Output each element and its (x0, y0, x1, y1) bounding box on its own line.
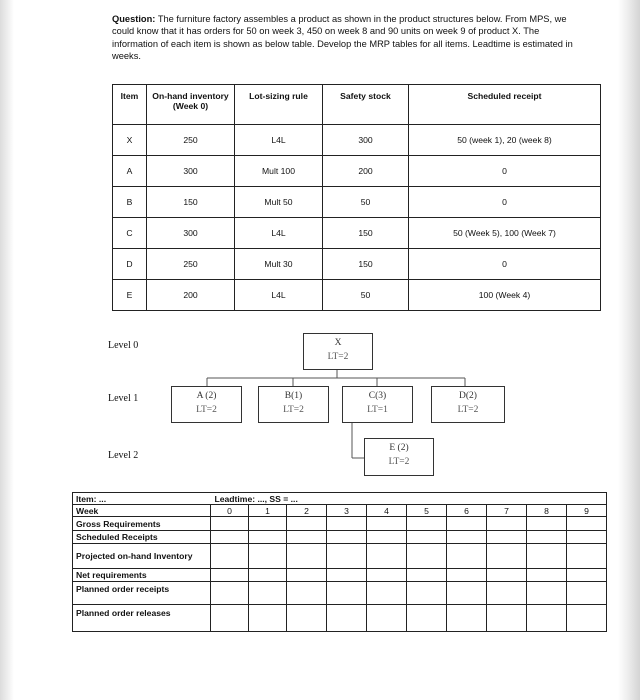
mrp-cell (527, 569, 567, 582)
header-item: Item (113, 85, 147, 125)
mrp-cell (367, 569, 407, 582)
mrp-cell (367, 531, 407, 544)
mrp-cell (367, 582, 407, 605)
level-2-label: Level 2 (108, 450, 139, 461)
mrp-cell (249, 569, 287, 582)
mrp-cell (211, 544, 249, 569)
cell-onhand: 150 (147, 187, 235, 218)
mrp-cell (287, 569, 327, 582)
cell-item: E (113, 280, 147, 311)
cell-receipt: 0 (409, 156, 601, 187)
info-row (113, 280, 601, 311)
mrp-cell (327, 531, 367, 544)
mrp-cell (487, 517, 527, 531)
page-shadow-left (0, 0, 14, 700)
mrp-week-number: 7 (487, 505, 527, 517)
cell-ss: 200 (323, 156, 409, 187)
mrp-row-label: Scheduled Receipts (73, 531, 211, 544)
mrp-cell (249, 517, 287, 531)
mrp-row-planned-releases (73, 605, 607, 632)
cell-lot: Mult 50 (235, 187, 323, 218)
mrp-cell (447, 517, 487, 531)
node-c (342, 386, 413, 423)
node-c-leadtime: LT=1 (367, 405, 388, 415)
node-a-leadtime: LT=2 (196, 405, 217, 415)
mrp-week-number: 2 (287, 505, 327, 517)
mrp-week-number: 6 (447, 505, 487, 517)
cell-ss: 150 (323, 249, 409, 280)
mrp-cell (487, 582, 527, 605)
mrp-cell (407, 582, 447, 605)
mrp-cell (407, 605, 447, 632)
mrp-cell (567, 582, 607, 605)
mrp-cell (249, 582, 287, 605)
mrp-row-label: Planned order receipts (73, 582, 211, 605)
mrp-cell (211, 517, 249, 531)
cell-lot: L4L (235, 125, 323, 156)
node-b (258, 386, 329, 423)
mrp-row-projected (73, 544, 607, 569)
cell-receipt: 0 (409, 187, 601, 218)
info-row (113, 218, 601, 249)
mrp-cell (447, 544, 487, 569)
mrp-week-label: Week (73, 505, 211, 517)
cell-receipt: 50 (week 1), 20 (week 8) (409, 125, 601, 156)
mrp-cell (249, 531, 287, 544)
mrp-cell (527, 605, 567, 632)
cell-item: X (113, 125, 147, 156)
mrp-cell (447, 582, 487, 605)
cell-receipt: 50 (Week 5), 100 (Week 7) (409, 218, 601, 249)
info-header-row (113, 85, 601, 125)
mrp-leadtime-label: Leadtime: ..., SS = ... (211, 493, 327, 505)
mrp-cell (287, 582, 327, 605)
mrp-cell (527, 517, 567, 531)
cell-ss: 50 (323, 187, 409, 218)
mrp-cell (367, 544, 407, 569)
mrp-week-number: 8 (527, 505, 567, 517)
cell-lot: L4L (235, 280, 323, 311)
mrp-cell (527, 544, 567, 569)
mrp-cell (487, 569, 527, 582)
cell-ss: 150 (323, 218, 409, 249)
mrp-cell (447, 569, 487, 582)
mrp-cell (211, 605, 249, 632)
mrp-cell (211, 531, 249, 544)
mrp-week-number: 9 (567, 505, 607, 517)
mrp-cell (327, 544, 367, 569)
info-row (113, 125, 601, 156)
mrp-cell (487, 531, 527, 544)
mrp-item-row (73, 493, 607, 505)
info-row (113, 249, 601, 280)
mrp-cell (527, 582, 567, 605)
cell-ss: 300 (323, 125, 409, 156)
mrp-cell (367, 517, 407, 531)
cell-lot: L4L (235, 218, 323, 249)
node-d-leadtime: LT=2 (457, 405, 479, 415)
cell-onhand: 250 (147, 249, 235, 280)
question-body: The furniture factory assembles a product as shown in the product structures below. From MPS, we could know that it has orders for 50 on week 3, 450 on week 8 and 90 units on week 9 of product X. The information of each item is shown as below table. Develop the MRP tables for all items. Leadtime is estimated in weeks. (112, 14, 573, 62)
mrp-row-label: Net requirements (73, 569, 211, 582)
mrp-week-number: 3 (327, 505, 367, 517)
node-b-name: B(1) (284, 391, 303, 401)
node-c-name: C(3) (368, 391, 387, 401)
mrp-cell (287, 517, 327, 531)
node-b-leadtime: LT=2 (283, 405, 304, 415)
mrp-cell (567, 544, 607, 569)
mrp-week-number: 0 (211, 505, 249, 517)
mrp-week-number: 4 (367, 505, 407, 517)
mrp-week-row (73, 505, 607, 517)
mrp-cell (407, 569, 447, 582)
question-text (112, 13, 580, 63)
node-d-name: D(2) (459, 391, 477, 401)
mrp-cell (447, 531, 487, 544)
mrp-cell (407, 544, 447, 569)
info-row (113, 156, 601, 187)
mrp-row-gross (73, 517, 607, 531)
mrp-cell (211, 569, 249, 582)
mrp-cell (327, 582, 367, 605)
mrp-row-scheduled (73, 531, 607, 544)
mrp-cell (287, 531, 327, 544)
mrp-cell (487, 605, 527, 632)
cell-item: D (113, 249, 147, 280)
node-x-leadtime: LT=2 (327, 352, 349, 362)
mrp-cell (287, 544, 327, 569)
mrp-table (72, 492, 607, 632)
mrp-row-label: Projected on-hand Inventory (73, 544, 211, 569)
mrp-cell (249, 605, 287, 632)
mrp-cell (567, 569, 607, 582)
cell-onhand: 300 (147, 218, 235, 249)
node-a (171, 386, 242, 423)
cell-item: A (113, 156, 147, 187)
mrp-cell (327, 605, 367, 632)
mrp-cell (407, 531, 447, 544)
mrp-cell (567, 531, 607, 544)
node-a-name: A (2) (196, 391, 217, 401)
cell-onhand: 250 (147, 125, 235, 156)
cell-lot: Mult 30 (235, 249, 323, 280)
mrp-week-number: 5 (407, 505, 447, 517)
node-e (364, 438, 434, 476)
question-label: Question: (112, 14, 156, 24)
mrp-cell (249, 544, 287, 569)
mrp-row-net (73, 569, 607, 582)
cell-receipt: 100 (Week 4) (409, 280, 601, 311)
level-0-label: Level 0 (108, 340, 139, 351)
info-row (113, 187, 601, 218)
page-shadow-right (618, 0, 640, 700)
mrp-item-row-fill (327, 493, 607, 505)
mrp-cell (567, 517, 607, 531)
mrp-row-label: Gross Requirements (73, 517, 211, 531)
mrp-cell (407, 517, 447, 531)
cell-lot: Mult 100 (235, 156, 323, 187)
mrp-cell (327, 569, 367, 582)
mrp-cell (527, 531, 567, 544)
cell-onhand: 200 (147, 280, 235, 311)
mrp-cell (447, 605, 487, 632)
mrp-item-label: Item: ... (73, 493, 211, 505)
node-x (303, 333, 373, 370)
node-e-leadtime: LT=2 (388, 457, 410, 467)
header-onhand: On-hand inventory (Week 0) (147, 85, 235, 125)
mrp-row-planned-receipts (73, 582, 607, 605)
mrp-cell (367, 605, 407, 632)
header-safety-stock: Safety stock (323, 85, 409, 125)
cell-item: C (113, 218, 147, 249)
mrp-cell (287, 605, 327, 632)
mrp-cell (327, 517, 367, 531)
node-x-name: X (334, 338, 342, 348)
item-info-table (112, 84, 601, 311)
cell-onhand: 300 (147, 156, 235, 187)
header-scheduled-receipt: Scheduled receipt (409, 85, 601, 125)
mrp-cell (567, 605, 607, 632)
cell-item: B (113, 187, 147, 218)
level-1-label: Level 1 (108, 393, 139, 404)
mrp-row-label: Planned order releases (73, 605, 211, 632)
mrp-cell (487, 544, 527, 569)
header-lot-sizing: Lot-sizing rule (235, 85, 323, 125)
mrp-cell (211, 582, 249, 605)
cell-ss: 50 (323, 280, 409, 311)
node-e-name: E (2) (389, 443, 409, 453)
node-d (431, 386, 505, 423)
mrp-week-number: 1 (249, 505, 287, 517)
cell-receipt: 0 (409, 249, 601, 280)
